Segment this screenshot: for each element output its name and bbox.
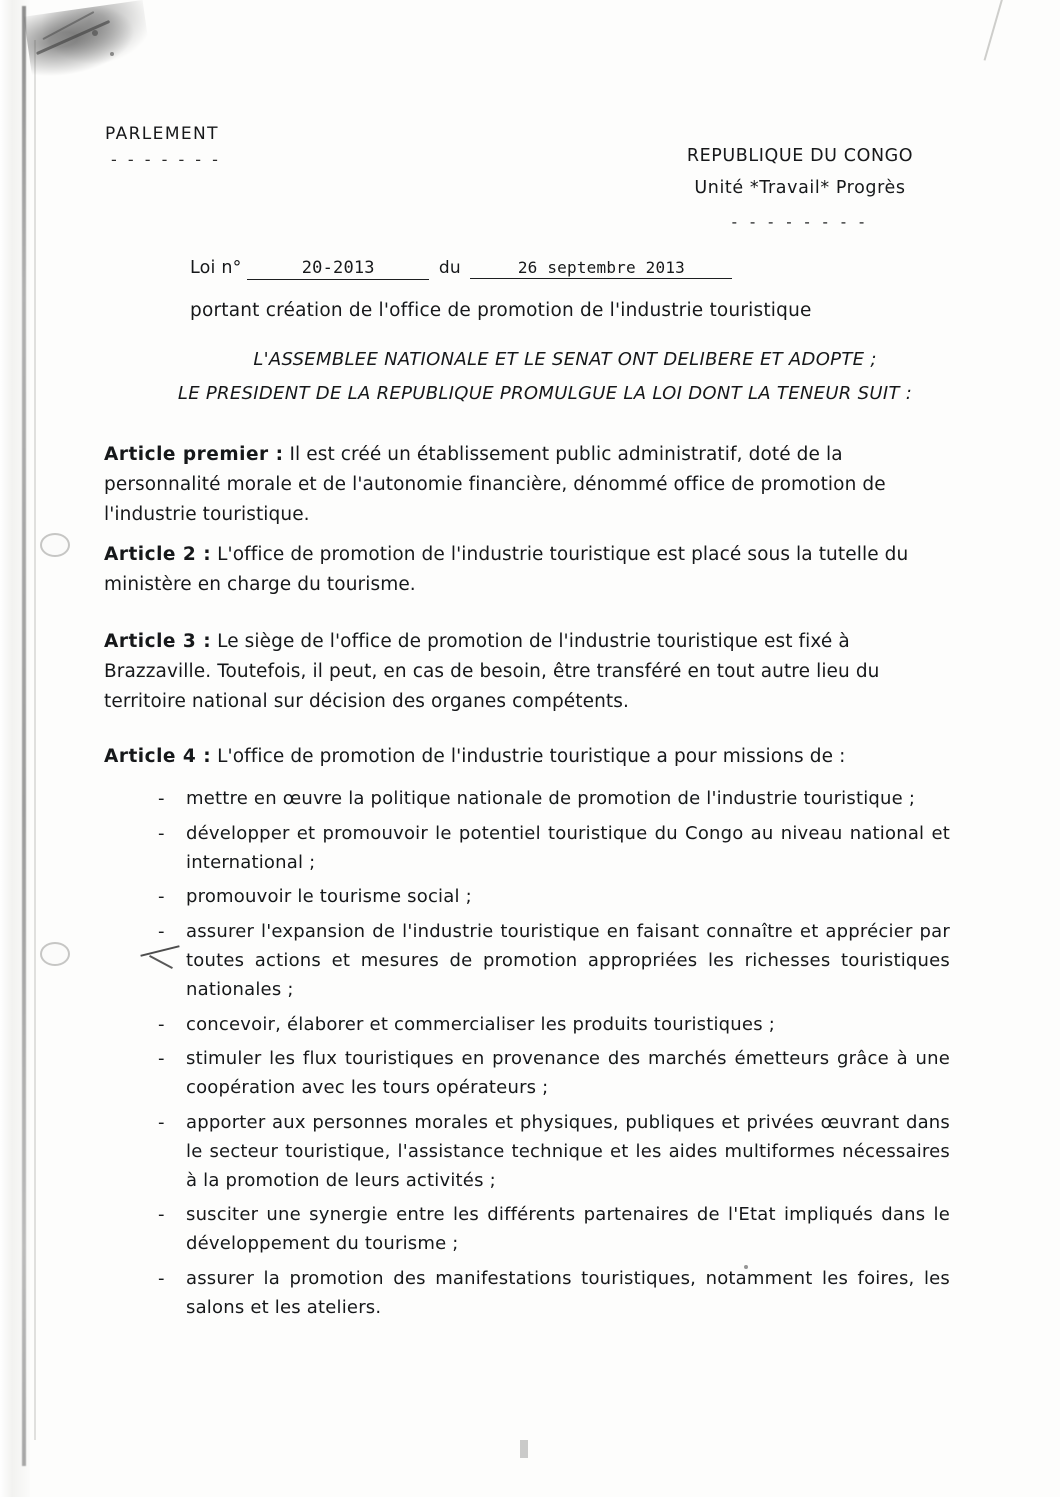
article-1 [104,440,949,530]
law-subject: portant création de l'office de promotion de l'industrie touristique [190,300,812,321]
promulgation-line-1: L'ASSEMBLEE NATIONALE ET LE SENAT ONT DELIBERE ET ADOPTE ; [253,349,877,370]
article-4-label: Article 4 : [104,746,212,767]
list-item: - apporter aux personnes morales et physiques, publiques et privées œuvrant dans le secteur touristique, l'assistance technique et les aides multiformes nécessaires à la promotion de leurs activités ; [150,1109,950,1195]
law-reference-line [190,258,810,280]
header-parliament-label: PARLEMENT [105,124,219,144]
article-2-text: L'office de promotion de l'industrie touristique est placé sous la tutelle du ministère en charge du tourisme. [104,544,909,595]
article-1-text: Il est créé un établissement public administratif, doté de la personnalité morale et de l'autonomie financière, dénommé office de promotion de l'industrie touristique. [104,444,886,525]
scan-streak-primary [22,6,26,1466]
missions-list [150,785,950,1329]
header-republic-line2: Unité *Travail* Progrès [694,178,906,199]
list-item: - assurer la promotion des manifestations touristiques, notamment les foires, les salons et les ateliers. [150,1265,950,1323]
punch-hole-icon [40,942,70,966]
list-item: - mettre en œuvre la politique nationale de promotion de l'industrie touristique ; [150,785,950,814]
list-item: - susciter une synergie entre les différents partenaires de l'Etat impliqués dans le développement du tourisme ; [150,1201,950,1259]
scan-streak-secondary [34,40,36,1440]
article-4 [104,742,949,772]
law-date-connector: du [438,258,461,278]
promulgation-line-2: LE PRESIDENT DE LA REPUBLIQUE PROMULGUE LA LOI DONT LA TENEUR SUIT : [177,383,913,405]
list-item: - développer et promouvoir le potentiel touristique du Congo au niveau national et international ; [150,820,950,878]
corner-smudge-artifact [24,0,153,86]
article-3-label: Article 3 : [104,631,212,652]
article-2 [104,540,949,600]
law-number-value: 20-2013 [247,258,429,280]
list-item: - assurer l'expansion de l'industrie touristique en faisant connaître et apprécier par toutes actions et mesures de promotion appropriées les richesses touristiques nationales ; [150,918,950,1004]
list-item: - stimuler les flux touristiques en provenance des marchés émetteurs grâce à une coopération avec les tours opérateurs ; [150,1045,950,1103]
scan-speck [110,52,114,56]
law-date-value: 26 septembre 2013 [470,258,732,279]
header-parliament-rule: - - - - - - - [111,150,221,169]
law-number-label: Loi n° [190,258,242,278]
promulgation-block [130,343,960,411]
article-3-text: Le siège de l'office de promotion de l'industrie touristique est fixé à Brazzaville. Toutefois, il peut, en cas de besoin, être transféré en tout autre lieu du territoire national sur décision des organes compétents. [104,631,880,712]
punch-hole-icon [40,533,70,557]
article-4-text: L'office de promotion de l'industrie touristique a pour missions de : [217,746,846,767]
page-fold-artifact [984,0,1060,77]
list-item: - promouvoir le tourisme social ; [150,883,950,912]
header-republic-line1: REPUBLIQUE DU CONGO [686,146,914,166]
list-item: - concevoir, élaborer et commercialiser les produits touristiques ; [150,1011,950,1040]
header-parliament [105,124,221,169]
scan-speck [92,30,98,36]
article-2-label: Article 2 : [104,544,212,565]
scan-speck [520,1440,528,1458]
article-3 [104,627,949,717]
article-1-label: Article premier : [104,444,284,465]
header-republic-rule: - - - - - - - - [731,212,869,231]
header-republic [600,140,1000,237]
